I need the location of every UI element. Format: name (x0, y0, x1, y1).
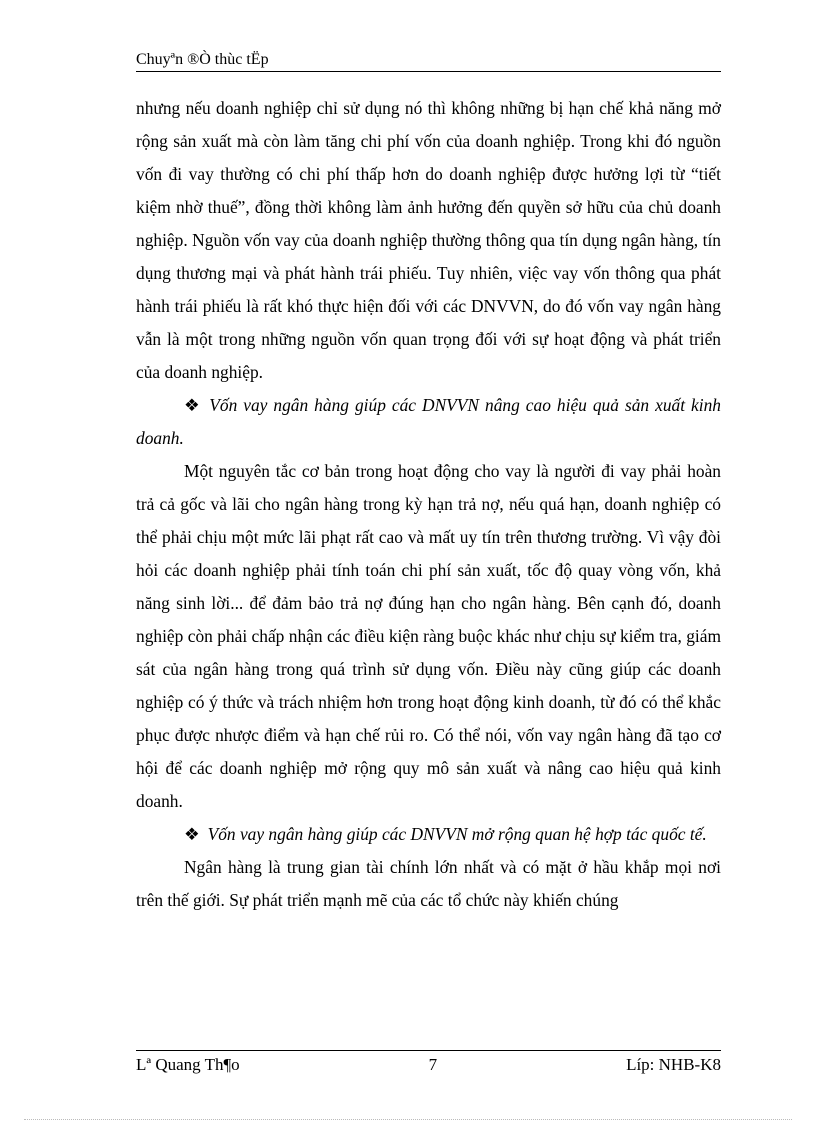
page-number: 7 (428, 1055, 438, 1074)
footer-class: Líp: NHB-K8 (626, 1055, 721, 1074)
diamond-bullet-icon: ❖ (184, 395, 202, 415)
diamond-bullet-icon: ❖ (184, 824, 200, 844)
document-body (136, 92, 721, 917)
paragraph-efficiency: Một nguyên tắc cơ bản trong hoạt động cho vay là người đi vay phải hoàn trả cả gốc và lãi cho ngân hàng trong kỳ hạn trả nợ, nếu quá hạn, doanh nghiệp có thể phải chịu một mức lãi phạt rất cao và mất uy tín trên thương trường. Vì vậy đòi hỏi các doanh nghiệp phải tính toán chi phí sản xuất, tốc độ quay vòng vốn, khả năng sinh lời... để đảm bảo trả nợ đúng hạn cho ngân hàng. Bên cạnh đó, doanh nghiệp còn phải chấp nhận các điều kiện ràng buộc khác như chịu sự kiểm tra, giám sát của ngân hàng trong quá trình sử dụng vốn. Điều này cũng giúp các doanh nghiệp có ý thức và trách nhiệm hơn trong hoạt động kinh doanh, từ đó có thể khắc phục được nhược điểm và hạn chế rủi ro. Có thể nói, vốn vay ngân hàng đã tạo cơ hội để các doanh nghiệp mở rộng quy mô sản xuất và nâng cao hiệu quả kinh doanh. (136, 461, 721, 811)
footer-author: Lª Quang Th¶o (136, 1055, 240, 1074)
bullet-heading-international (136, 818, 721, 851)
page-header: Chuyªn ®Ò thùc tËp (136, 50, 721, 72)
bullet-heading-efficiency (136, 389, 721, 455)
bullet-heading-text: Vốn vay ngân hàng giúp các DNVVN mở rộng quan hệ hợp tác quốc tế. (207, 824, 707, 844)
bullet-heading-text: Vốn vay ngân hàng giúp các DNVVN nâng cao hiệu quả sản xuất kinh doanh. (136, 395, 721, 448)
footer-rule (136, 1050, 721, 1051)
page-footer (136, 1054, 721, 1076)
paragraph-banks: Ngân hàng là trung gian tài chính lớn nhất và có mặt ở hầu khắp mọi nơi trên thế giới. Sự phát triển mạnh mẽ của các tổ chức này khiến chúng (136, 857, 721, 910)
paragraph-continuation: nhưng nếu doanh nghiệp chỉ sử dụng nó thì không những bị hạn chế khả năng mở rộng sản xuất mà còn làm tăng chi phí vốn của doanh nghiệp. Trong khi đó nguồn vốn đi vay thường có chi phí thấp hơn do doanh nghiệp được hưởng lợi từ “tiết kiệm nhờ thuế”, đồng thời không làm ảnh hưởng đến quyền sở hữu của chủ doanh nghiệp. Nguồn vốn vay của doanh nghiệp thường thông qua tín dụng ngân hàng, tín dụng thương mại và phát hành trái phiếu. Tuy nhiên, việc vay vốn thông qua phát hành trái phiếu là rất khó thực hiện đối với các DNVVN, do đó vốn vay ngân hàng vẫn là một trong những nguồn vốn quan trọng đối với sự hoạt động và phát triển của doanh nghiệp. (136, 98, 721, 382)
page-bottom-divider (24, 1119, 792, 1120)
